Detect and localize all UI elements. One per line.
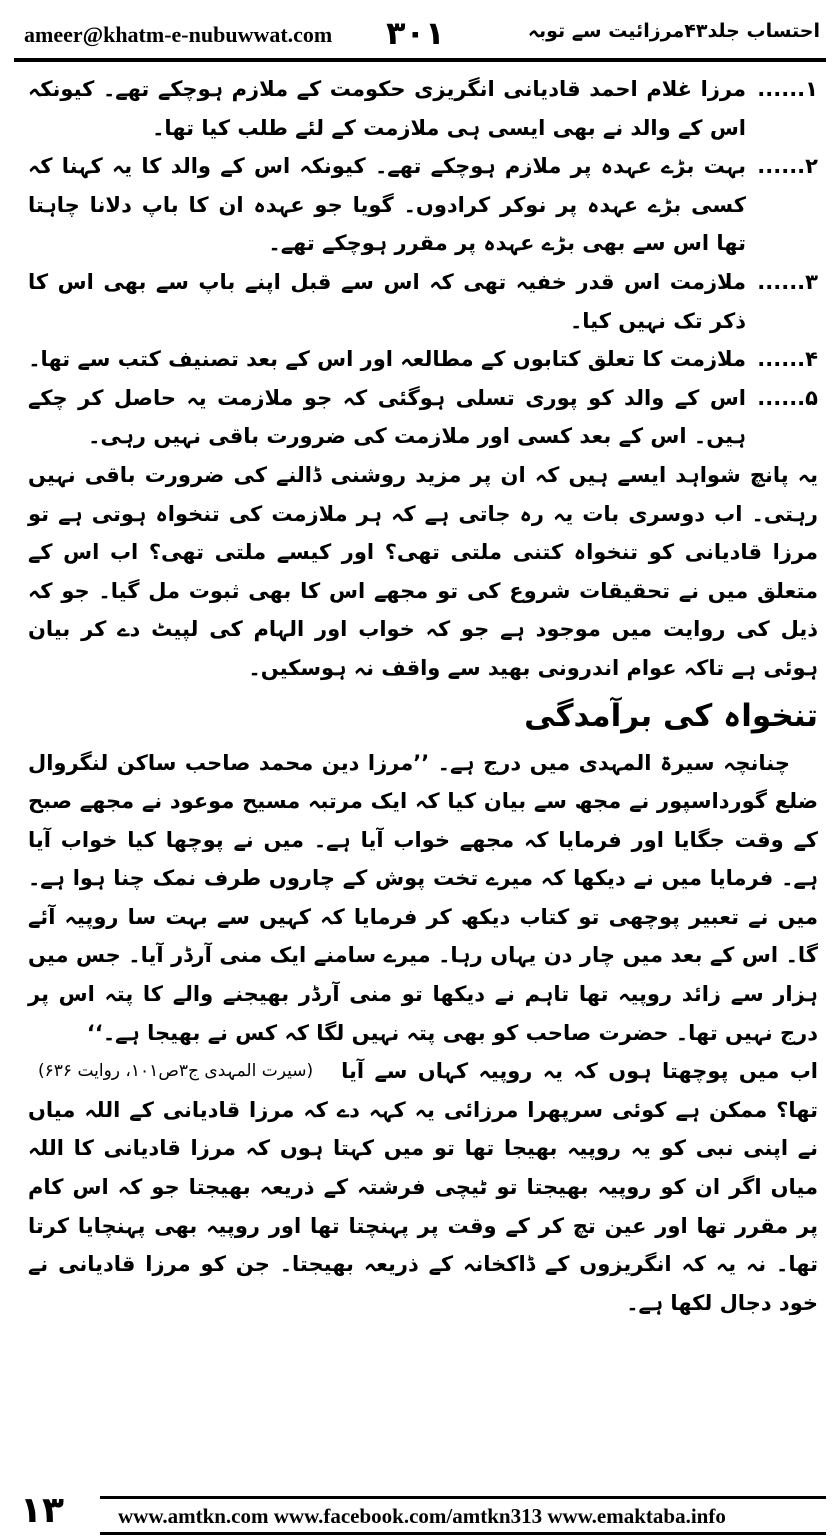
item-text: بہت بڑے عہدہ پر ملازم ہوچکے تھے۔ کیونکہ اس کے والد کا یہ کہنا کہ کسی بڑے عہدہ پر نوکر کرادوں۔ گویا جو عہدہ ان کا باپ دلانا چاہتا تھا اس سے بھی بڑے عہدہ پر مقرر ہوچکے تھے۔ bbox=[28, 154, 746, 256]
paragraph-conclusion: اب میں پوچھتا ہوں کہ یہ روپیہ کہاں سے آیا تھا؟ ممکن ہے کوئی سرپھرا مرزائی یہ کہہ دے کہ مرزا قادیانی کے اللہ میاں نے اپنی نبی کو یہ روپیہ بھیجا تھا تو میں کہتا ہوں کہ مرزا قادیانی کا اللہ میاں اگر ان کو روپیہ بھیجتا تو ٹیچی فرشتہ کے ذریعہ بھیجتا جو کہ اس کام پر مقرر تھا اور عین تچ کر کے وقت پر پہنچتا تھا اور روپیہ بھی پہنچایا کرتا تھا۔ نہ یہ کہ انگریزوں کے ڈاکخانہ کے ذریعہ بھیجتا۔ جن کو مرزا قادیانی نے خود دجال لکھا ہے۔ bbox=[28, 1059, 818, 1315]
list-item bbox=[28, 340, 818, 379]
section-heading: تنخواہ کی برآمدگی bbox=[524, 697, 818, 734]
page-body bbox=[28, 70, 818, 1322]
list-item bbox=[28, 70, 818, 147]
item-number: ۲...... bbox=[757, 154, 818, 179]
item-number: ۵...... bbox=[757, 385, 818, 410]
item-number: ۱...... bbox=[757, 77, 818, 101]
item-text: ملازمت اس قدر خفیہ تھی کہ اس سے قبل اپنے باپ سے بھی اس کا ذکر تک نہیں کیا۔ bbox=[28, 269, 746, 333]
footer-rule-top bbox=[100, 1496, 826, 1499]
header-rule bbox=[14, 58, 826, 62]
footer-rule-bottom bbox=[100, 1532, 826, 1535]
item-number: ۳...... bbox=[757, 269, 818, 294]
page-header bbox=[14, 14, 826, 56]
citation: (سیرت المہدی ج۳ص۱۰۱، روایت ۶۳۶) bbox=[38, 1061, 314, 1082]
list-item bbox=[28, 263, 818, 340]
item-number: ۴...... bbox=[757, 347, 818, 372]
item-text: اس کے والد کو پوری تسلی ہوگئی کہ جو ملازمت یہ حاصل کر چکے ہیں۔ اس کے بعد کسی اور ملازمت کی ضرورت باقی نہیں رہی۔ bbox=[28, 385, 746, 449]
item-text: مرزا غلام احمد قادیانی انگریزی حکومت کے ملازم ہوچکے تھے۔ کیونکہ اس کے والد نے بھی ایسی ہی ملازمت کے لئے طلب کیا تھا۔ bbox=[28, 77, 746, 140]
header-book-title: احتساب جلد۴۳مرزائیت سے توبہ bbox=[527, 20, 820, 42]
list-item bbox=[28, 379, 818, 456]
header-email: ameer@khatm-e-nubuwwat.com bbox=[24, 22, 333, 47]
quotation bbox=[28, 744, 818, 1082]
list-item bbox=[28, 147, 818, 263]
footer-urls: www.amtkn.com www.facebook.com/amtkn313 www.emaktaba.info bbox=[118, 1504, 726, 1528]
quotation-text: چنانچہ سیرۃ المہدی میں درج ہے۔ ’’مرزا دین محمد صاحب ساکن لنگروال ضلع گورداسپور نے مجھ سے بیان کیا کہ ایک مرتبہ مسیح موعود نے مجھے صبح کے وقت جگایا اور فرمایا کہ مجھے خواب آیا ہے۔ میں نے پوچھا کیا خواب آیا ہے۔ فرمایا میں نے دیکھا کہ میرے تخت پوش کے چاروں طرف نمک چنا ہوا ہے۔ میں نے تعبیر پوچھی تو کتاب دیکھ کر فرمایا کہ کہیں سے بہت سا روپیہ آئے گا۔ اس کے بعد میں چار دن یہاں رہا۔ میرے سامنے ایک منی آرڈر آیا۔ جس میں ہزار سے زائد روپیہ تھا تاہم نے دیکھا تو منی آرڈر بھیجنے والے کا پتہ اس پر درج نہیں تھا۔ حضرت صاحب کو بھی پتہ نہیں لگا کہ کس نے بھیجا ہے۔‘‘ bbox=[28, 750, 818, 1045]
paragraph-evidence: یہ پانچ شواہد ایسے ہیں کہ ان پر مزید روشنی ڈالنے کی ضرورت باقی نہیں رہتی۔ اب دوسری بات یہ رہ جاتی ہے کہ ہر ملازمت کی تنخواہ ہوتی ہے تو مرزا قادیانی کو تنخواہ کتنی ملتی تھی؟ اور کیسے ملتی تھی؟ اب اس کے متعلق میں نے تحقیقات شروع کی تو مجھے اس کا بھی ثبوت مل گیا۔ جو کہ ذیل کی روایت میں موجود ہے جو کہ خواب اور الہام کی لپیٹ دے کر بیان ہوئی ہے تاکہ عوام اندرونی بھید سے واقف نہ ہوسکیں۔ bbox=[28, 462, 818, 680]
footer-page-number: ۱۳ bbox=[20, 1490, 64, 1531]
item-text: ملازمت کا تعلق کتابوں کے مطالعہ اور اس کے بعد تصنیف کتب سے تھا۔ bbox=[28, 347, 746, 372]
header-page-number: ۳۰۱ bbox=[386, 14, 445, 52]
